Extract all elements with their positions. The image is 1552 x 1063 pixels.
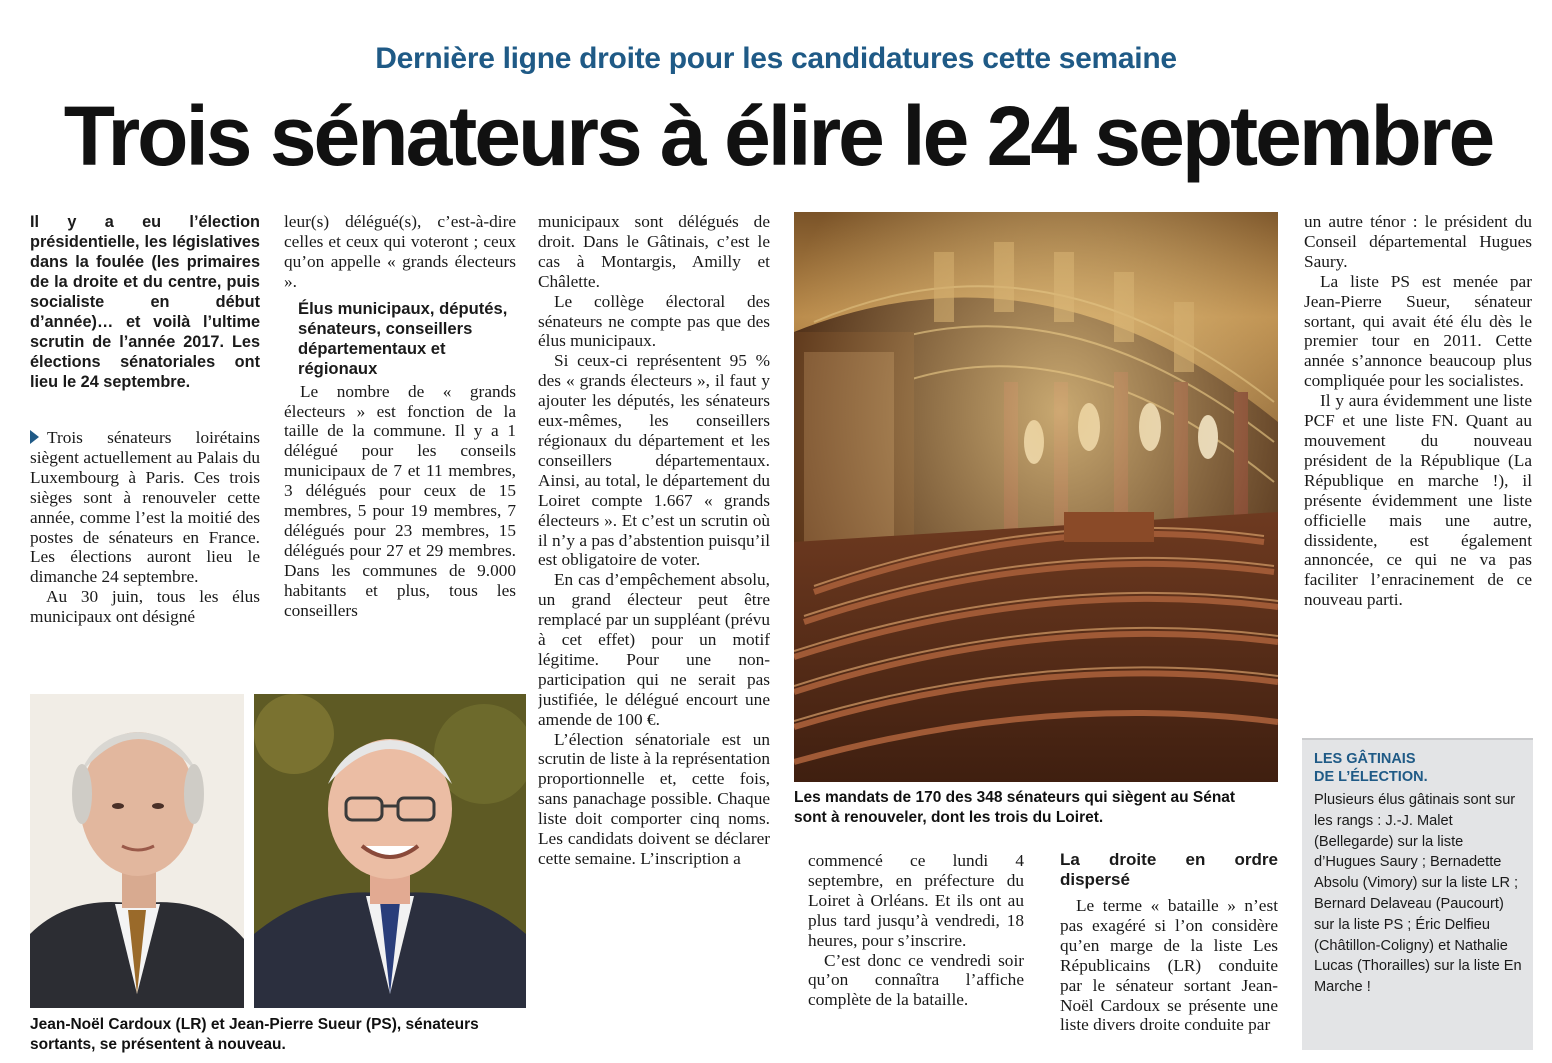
sidebar-title-line2: DE L’ÉLECTION. xyxy=(1314,769,1428,785)
senate-photo-caption: Les mandats de 170 des 348 sénateurs qui siègent au Sénat sont à renouveler, dont les trois du Loiret. xyxy=(794,789,1236,826)
kicker: Dernière ligne droite pour les candidatures cette semaine xyxy=(375,42,1177,75)
col4-p1: C’est donc ce vendredi soir qu’on connaîtra l’affiche complète de la bataille. xyxy=(808,950,1024,1010)
column-2 xyxy=(284,212,516,676)
col5-subhead: La droite en ordre dispersé xyxy=(1060,850,1278,889)
column-5 xyxy=(1060,850,1278,1058)
column-1 xyxy=(30,428,260,680)
col4-p0: commencé ce lundi 4 septembre, en préfecture du Loiret à Orléans. Et ils ont au plus tard jusqu’à vendredi, 18 heures, pour s’inscrire. xyxy=(808,851,1024,950)
col2-subhead: Élus municipaux, députés, sénateurs, conseillers départementaux et régionaux xyxy=(298,298,508,378)
lead-text: Il y a eu l’élection présidentielle, les législatives dans la foulée (les primaires de la droite et du centre, puis socialiste en début d’année)… et voilà l’ultime scrutin de l’année 2017. Les élections sénatoriales ont lieu le 24 septembre. xyxy=(30,213,260,391)
portrait-sueur-illustration xyxy=(254,694,526,1008)
portraits-caption: Jean-Noël Cardoux (LR) et Jean-Pierre Sueur (PS), sénateurs sortants, se présentent à nouveau. xyxy=(30,1016,479,1053)
portrait-cardoux-illustration xyxy=(30,694,244,1008)
col2-p1: Le nombre de « grands électeurs » est fonction de la taille de la commune. Il y a 1 délégué pour les conseils municipaux de 7 et 11 membres, 3 délégués pour ceux de 15 membres, 5 pour 19 membres, 7 délégués pour 23 membres, 15 délégués pour 27 et 29 membres. Dans les communes de 9.000 habitants et plus, tous les conseillers xyxy=(284,381,516,620)
col3-p0: municipaux sont délégués de droit. Dans le Gâtinais, c’est le cas à Montargis, Amilly et Châlette. xyxy=(538,212,770,291)
col1-p1 xyxy=(30,428,260,587)
column-4 xyxy=(808,851,1024,1057)
sidebar-title xyxy=(1314,750,1533,786)
lead-paragraph xyxy=(30,212,260,408)
sidebar-title-line1: LES GÂTINAIS xyxy=(1314,751,1416,767)
col1-p2: Au 30 juin, tous les élus municipaux ont désigné xyxy=(30,587,260,627)
col6-p1: La liste PS est menée par Jean-Pierre Sueur, sénateur sortant, qui avait été élu dès le premier tour en 2011. Cette année s’annonce beaucoup plus compliquée pour les socialistes. xyxy=(1304,271,1532,391)
senate-hemicycle-photo xyxy=(794,212,1278,782)
sidebar-body: Plusieurs élus gâtinais sont sur les rangs : J.-J. Malet (Bellegarde) sur la liste d’Hugues Saury ; Bernadette Absolu (Vimory) sur la liste LR ; Bernard Delaveau (Paucourt) sur la liste PS ; Éric Delfieu (Châtillon-Coligny) et Nathalie Lucas (Thorailles) sur la liste En Marche ! xyxy=(1314,792,1522,996)
col3-p3: En cas d’empêchement absolu, un grand électeur peut être remplacé par un suppléant (prévu à cet effet) pour un motif légitime. Pour une non-participation qui ne serait pas justifiée, le délégué encourt une amende de 100 €. xyxy=(538,570,770,729)
col3-p1: Le collège électoral des sénateurs ne compte pas que des élus municipaux. xyxy=(538,291,770,351)
col3-p4: L’élection sénatoriale est un scrutin de liste à la représentation proportionnelle et, cette fois, sans panachage possible. Chaque liste doit comporter cinq noms. Les candidats doivent se déclarer cette semaine. L’inscription a xyxy=(538,729,770,868)
col3-p2: Si ceux-ci représentent 95 % des « grands électeurs », il faut y ajouter les députés, les sénateurs eux-mêmes, les conseillers régionaux du département et les conseillers départementaux. Ainsi, au total, le département du Loiret compte 1.667 « grands électeurs ». Et c’est un scrutin où il n’y a pas d’abstention puisqu’il est obligatoire de voter. xyxy=(538,351,770,570)
col2-p0: leur(s) délégué(s), c’est-à-dire celles et ceux qui voteront ; ceux qu’on appelle « grands électeurs ». xyxy=(284,212,516,291)
gatinais-sidebar xyxy=(1302,738,1533,1050)
column-3 xyxy=(538,212,770,1058)
col1-p1-text: Trois sénateurs loirétains siègent actuellement au Palais du Luxembourg à Paris. Ces trois sièges sont à renouveler cette année, comme l’est la moitié des postes de sénateurs en France. Les élections auront lieu le dimanche 24 septembre. xyxy=(30,428,260,587)
column-6 xyxy=(1304,212,1532,726)
headline: Trois sénateurs à élire le 24 septembre xyxy=(63,89,1493,183)
portrait-cardoux-photo xyxy=(30,694,244,1008)
portrait-sueur-photo xyxy=(254,694,526,1008)
col5-p1: Le terme « bataille » n’est pas exagéré si l’on considère qu’en marge de la liste Les Républicains (LR) conduite par le sénateur sortant Jean-Noël Cardoux se présente une liste divers droite conduite par xyxy=(1060,896,1278,1035)
senate-hemicycle-illustration xyxy=(794,212,1278,782)
col6-p2: Il y aura évidemment une liste PCF et une liste FN. Quant au mouvement du nouveau président de la République (La République en marche !), il présente évidemment une liste officielle mais une autre, dissidente, est également annoncée, ce qui ne va pas faciliter l’enracinement de ce nouveau parti. xyxy=(1304,391,1532,610)
paragraph-marker-icon xyxy=(30,430,39,444)
col6-p0: un autre ténor : le président du Conseil départemental Hugues Saury. xyxy=(1304,212,1532,271)
